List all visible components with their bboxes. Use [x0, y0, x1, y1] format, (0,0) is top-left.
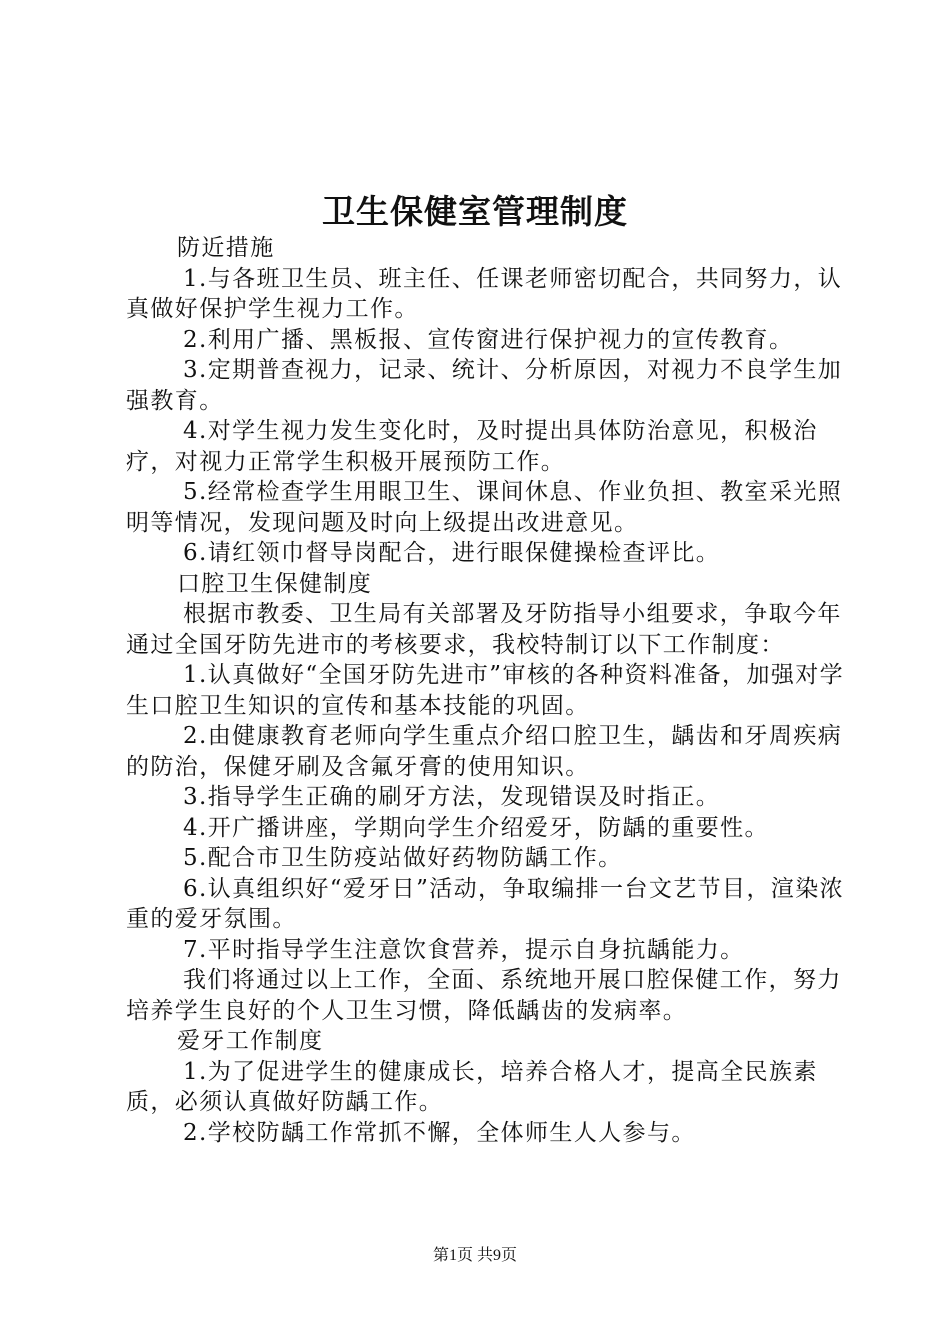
- paragraph: 5.经常检查学生用眼卫生、课间休息、作业负担、教室采光照明等情况，发现问题及时向上级提出改进意见。: [126, 479, 843, 536]
- paragraph: 6.认真组织好“爱牙日”活动，争取编排一台文艺节目，渲染浓重的爱牙氛围。: [126, 875, 845, 932]
- section-heading-oral: 口腔卫生保健制度: [177, 570, 373, 597]
- paragraph: 5.配合市卫生防疫站做好药物防龋工作。: [183, 845, 623, 871]
- paragraph: 4.对学生视力发生变化时，及时提出具体防治意见，积极治疗，对视力正常学生积极开展预防工作。: [126, 418, 818, 475]
- paragraph: 1.与各班卫生员、班主任、任课老师密切配合，共同努力，认真做好保护学生视力工作。: [126, 265, 843, 322]
- paragraph: 3.定期普查视力，记录、统计、分析原因，对视力不良学生加强教育。: [126, 357, 843, 414]
- paragraph: 2.由健康教育老师向学生重点介绍口腔卫生，龋齿和牙周疾病的防治，保健牙刷及含氟牙膏的使用知识。: [126, 723, 843, 780]
- paragraph: 4.开广播讲座，学期向学生介绍爱牙，防龋的重要性。: [183, 814, 769, 841]
- section-heading-myopia: 防近措施: [177, 235, 275, 261]
- paragraph: 3.指导学生正确的刷牙方法，发现错误及时指正。: [183, 784, 721, 810]
- document-body: [126, 233, 846, 1148]
- paragraph: 1.认真做好“全国牙防先进市”审核的各种资料准备，加强对学生口腔卫生知识的宣传和基本技能的巩固。: [126, 662, 845, 719]
- paragraph: 根据市教委、卫生局有关部署及牙防指导小组要求，争取今年通过全国牙防先进市的考核要求，我校特制订以下工作制度：: [126, 601, 842, 658]
- paragraph: 6.请红领巾督导岗配合，进行眼保健操检查评比。: [183, 540, 721, 566]
- paragraph: 我们将通过以上工作，全面、系统地开展口腔保健工作，努力培养学生良好的个人卫生习惯，降低龋齿的发病率。: [126, 967, 842, 1024]
- document-title: 卫生保健室管理制度: [322, 192, 628, 231]
- paragraph: 7.平时指导学生注意饮食营养，提示自身抗龋能力。: [183, 936, 745, 963]
- paragraph: 1.为了促进学生的健康成长，培养合格人才，提高全民族素质，必须认真做好防龋工作。: [126, 1058, 818, 1115]
- paragraph: 2.学校防龋工作常抓不懈，全体师生人人参与。: [183, 1119, 696, 1146]
- section-heading-dental: 爱牙工作制度: [177, 1028, 324, 1054]
- paragraph: 2.利用广播、黑板报、宣传窗进行保护视力的宣传教育。: [183, 326, 794, 353]
- page-number-footer: 第1页 共9页: [432, 1247, 517, 1264]
